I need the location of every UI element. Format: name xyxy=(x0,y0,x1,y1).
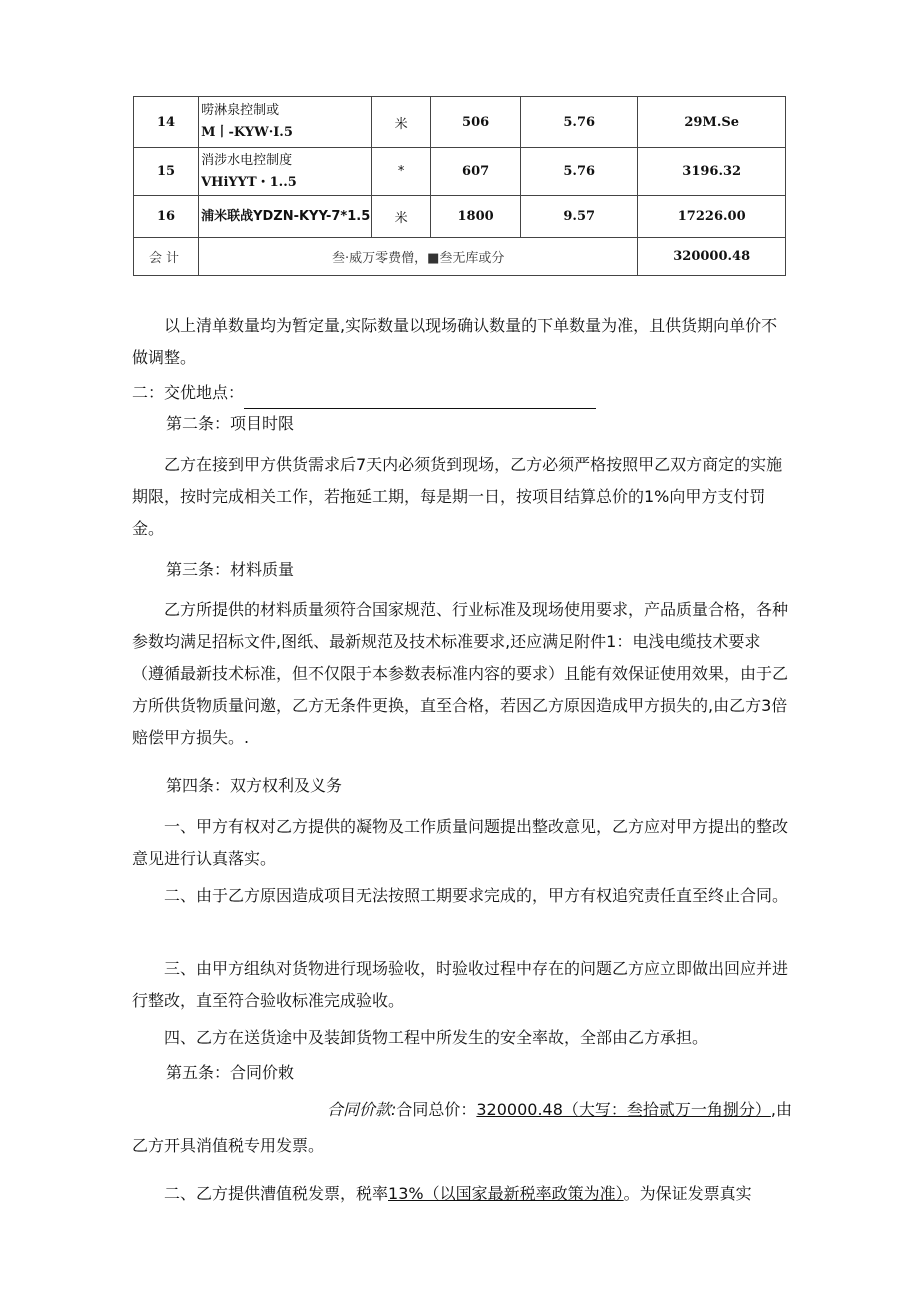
article-2-heading: 第二条：项目时限 xyxy=(166,414,295,433)
unit-cell: 米 xyxy=(372,97,431,148)
amount-cell: 17226.00 xyxy=(638,196,786,238)
quantity-cell: 1800 xyxy=(431,196,521,238)
total-label: 会计 xyxy=(134,238,199,276)
article-2-body: 乙方在接到甲方供货需求后7天内必须货到现场，乙方必须严格按照甲乙双方商定的实施期限，按时完成相关工作，若拖延工期，每是期一日，按项目结算总价的1%向甲方支付罚金。 xyxy=(132,455,783,538)
quantity-note: 以上清单数量均为暂定量,实际数量以现场确认数量的下单数量为准，且供货期向单价不做调整。 xyxy=(132,316,778,367)
contract-price-value: 320000.48（大写：叁拾贰万一角捌分） xyxy=(476,1100,771,1119)
amount-cell: 3196.32 xyxy=(638,148,786,196)
contract-price-tail: ,由 xyxy=(770,1100,792,1119)
total-amount: 320000.48 xyxy=(638,238,786,276)
unit-cell: 米 xyxy=(372,196,431,238)
unit-price-cell: 5.76 xyxy=(521,97,638,148)
total-in-words: 叁·威万零费僧，■叁无库或分 xyxy=(199,238,638,276)
product-name xyxy=(199,97,372,148)
product-name-line1: 浦米联战YDZN-KYY-7*1.5 xyxy=(201,208,371,224)
contract-price-text: 合同总价： xyxy=(396,1100,477,1119)
article-3-heading: 第三条：材料质量 xyxy=(166,560,295,579)
materials-table xyxy=(133,96,786,276)
article-4-item-2: 二、由于乙方原因造成项目无法按照工期要求完成的，甲方有权追究责任直至终止合同。 xyxy=(164,886,789,905)
delivery-label: 二：交优地点： xyxy=(132,383,245,402)
product-name-line1: 消涉水电控制度 xyxy=(201,152,293,168)
article-4-item-4: 四、乙方在送货途中及装卸货物工程中所发生的安全率故，全部由乙方承担。 xyxy=(164,1028,709,1047)
table-row xyxy=(134,196,786,238)
product-name-line1: 唠淋泉控制或 xyxy=(201,103,280,118)
quantity-cell: 506 xyxy=(431,97,521,148)
tax-rate: 13%（以国家最新税率政策为准） xyxy=(388,1184,624,1203)
tax-invoice-text: 二、乙方提供漕值税发票，税率 xyxy=(164,1184,389,1203)
quantity-cell: 607 xyxy=(431,148,521,196)
contract-price-line xyxy=(132,1094,792,1126)
product-name xyxy=(199,148,372,196)
product-name-line2: VHiYYT・1..5 xyxy=(201,174,297,190)
article-4-item-3: 三、由甲方组纨对货物进行现场验收，时验收过程中存在的问题乙方应立即做出回应并进行整改，直至符合验收标准完成验收。 xyxy=(132,959,789,1010)
article-3-body: 乙方所提供的材料质量须符合国家规范、行业标准及现场使用要求，产品质量合格，各种参数均满足招标文件,图纸、最新规范及技术标准要求,还应满足附件1：电浅电缆技术要求（遵循最新技术标准，但不仅限于本参数表标准内容的要求）且能有效保证使用效果，由于乙方所供货物质量问邀，乙方无条件更换，直至合格，若因乙方原因造成甲方损失的,由乙方3倍赔偿甲方损失。. xyxy=(132,600,789,747)
unit-price-cell: 5.76 xyxy=(521,148,638,196)
tax-invoice-tail: 。为保证发票真实 xyxy=(623,1184,752,1203)
table-row xyxy=(134,97,786,148)
row-number: 16 xyxy=(134,196,199,238)
invoice-line: 乙方开具消值税专用发票。 xyxy=(132,1136,325,1155)
unit-price-cell: 9.57 xyxy=(521,196,638,238)
delivery-location xyxy=(132,377,792,409)
article-4-heading: 第四条：双方权利及义务 xyxy=(166,776,343,795)
row-number: 14 xyxy=(134,97,199,148)
total-row xyxy=(134,238,786,276)
table-row xyxy=(134,148,786,196)
article-5-item-2 xyxy=(132,1178,792,1210)
unit-cell: * xyxy=(372,148,431,196)
article-5-heading: 第五条：合同价敕 xyxy=(166,1063,295,1082)
product-name xyxy=(199,196,372,238)
article-4-item-1: 一、甲方有权对乙方提供的凝物及工作质量问题提出整改意见，乙方应对甲方提出的整改意见进行认真落实。 xyxy=(132,817,789,868)
contract-price-label: 合同价款: xyxy=(326,1100,397,1119)
amount-cell: 29M.Se xyxy=(638,97,786,148)
row-number: 15 xyxy=(134,148,199,196)
product-name-line2: M丨-KYW·I.5 xyxy=(201,125,293,140)
delivery-location-blank xyxy=(244,388,596,409)
